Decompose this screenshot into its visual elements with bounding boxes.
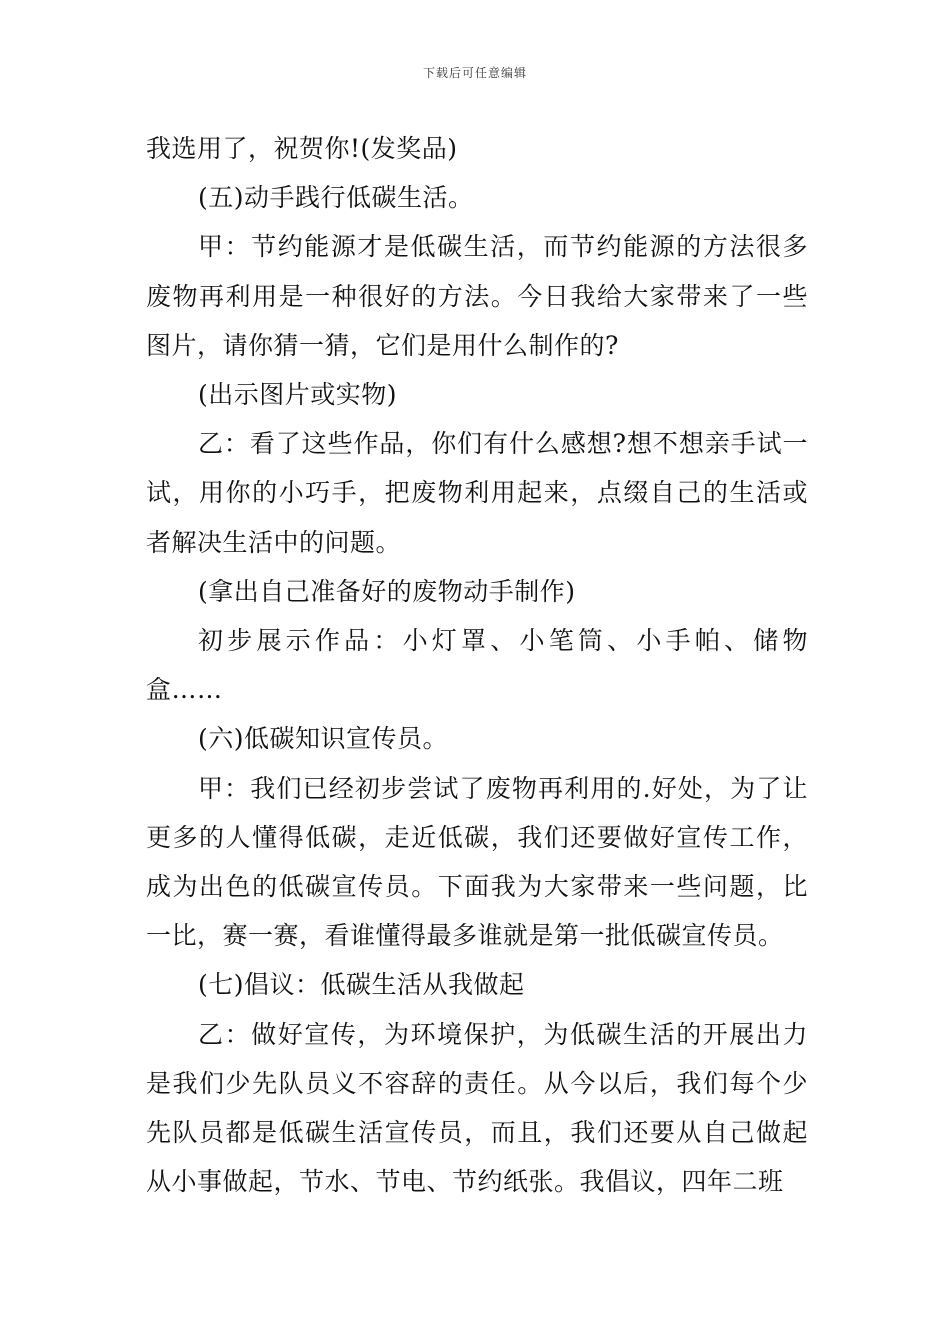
paragraph-3: 甲：节约能源才是低碳生活，而节约能源的方法很多废物再利用是一种很好的方法。今日我给大家带来了一些图片，请你猜一猜，它们是用什么制作的?: [146, 232, 808, 360]
paragraph-7: 初步展示作品：小灯罩、小笔筒、小手帕、储物盒……: [146, 626, 808, 705]
paragraph-1: 我选用了，祝贺你!(发奖品): [146, 134, 458, 163]
document-body: [146, 124, 808, 1206]
paragraph-9: 甲：我们已经初步尝试了废物再利用的.好处，为了让更多的人懂得低碳，走近低碳，我们还要做好宣传工作，成为出色的低碳宣传员。下面我为大家带来一些问题，比一比，赛一赛，看谁懂得最多谁就是第一批低碳宣传员。: [146, 773, 808, 951]
page-header-note: 下载后可任意编辑: [422, 66, 527, 80]
paragraph-8: (六)低碳知识宣传员。: [198, 724, 449, 754]
paragraph-11: 乙：做好宣传，为环境保护，为低碳生活的开展出力是我们少先队员义不容辞的责任。从今以后，我们每个少先队员都是低碳生活宣传员，而且，我们还要从自己做起从小事做起，节水、节电、节约纸张。我倡议，四年二班: [146, 1019, 808, 1197]
paragraph-10: (七)倡议：低碳生活从我做起: [198, 970, 525, 1000]
paragraph-5: 乙：看了这些作品，你们有什么感想?想不想亲手试一试，用你的小巧手，把废物利用起来，点缀自己的生活或者解决生活中的问题。: [146, 429, 808, 557]
paragraph-6: (拿出自己准备好的废物动手制作): [198, 576, 576, 606]
paragraph-4: (出示图片或实物): [198, 380, 398, 410]
paragraph-2: (五)动手践行低碳生活。: [198, 183, 474, 213]
